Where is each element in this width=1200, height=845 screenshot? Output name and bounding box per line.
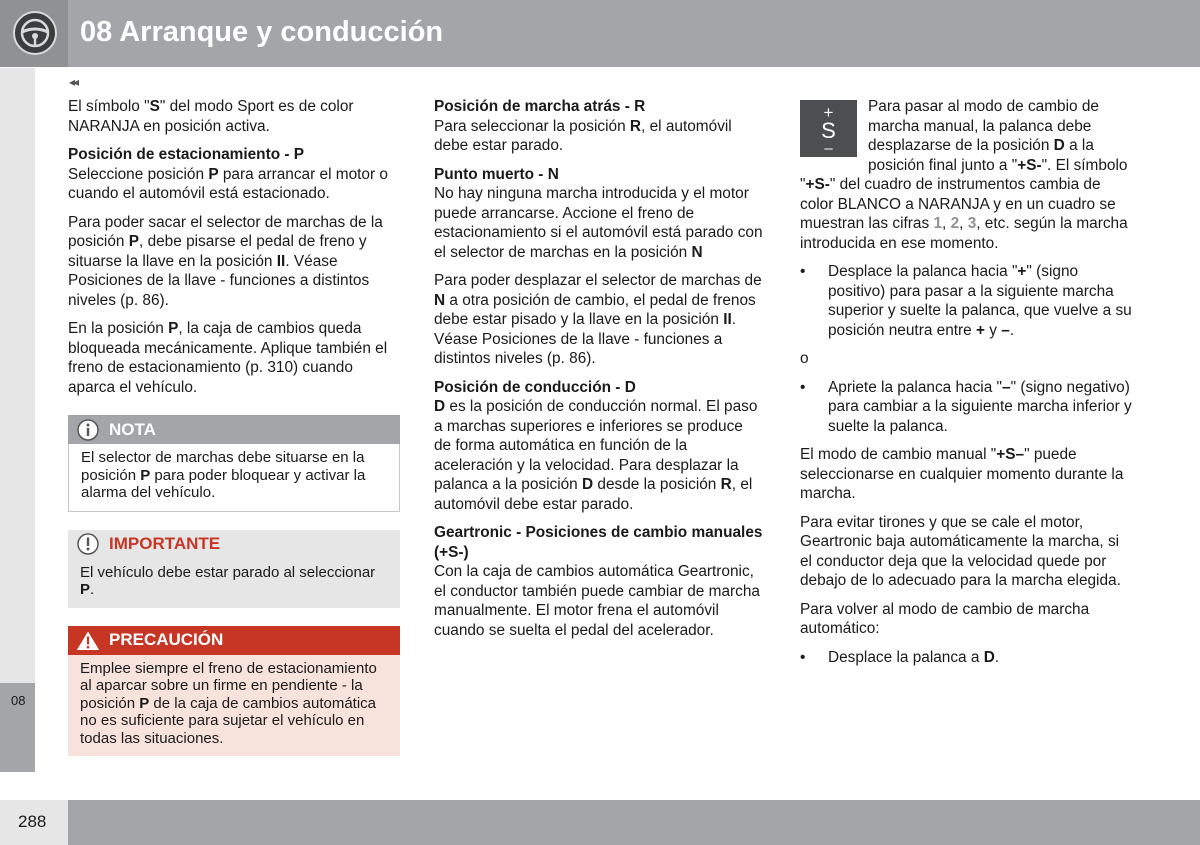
warning-triangle-icon bbox=[68, 626, 108, 655]
manual-mode-p3: Para evitar tirones y que se cale el motor, Geartronic baja automáticamente la marcha, si el conductor deja que la velocidad quede por debajo de lo adecuado para la marcha elegida. bbox=[800, 513, 1121, 589]
note-text: El selector de marchas debe situarse en la posición P para poder bloquear y activar la alarma del vehículo. bbox=[68, 444, 400, 512]
park-title: Posición de estacionamiento - P bbox=[68, 146, 305, 163]
geartronic-text: Con la caja de cambios automática Geartronic, el conductor también puede cambiar de marcha manualmente. El motor frena el automóvil cuando se suelta el pedal del acelerador. bbox=[434, 563, 760, 639]
neutral-p1: No hay ninguna marcha introducida y el motor puede arrancarse. Accione el freno de estacionamiento si el automóvil está parado con el selector de marchas en la posición N bbox=[434, 185, 763, 261]
side-tab-label: 08 bbox=[11, 693, 26, 708]
neutral-title: Punto muerto - N bbox=[434, 165, 559, 183]
note-box bbox=[68, 415, 400, 512]
warning-label: PRECAUCIÓN bbox=[109, 630, 224, 650]
geartronic-title: Geartronic - Posiciones de cambio manuales (+S-) bbox=[434, 524, 763, 561]
bullet-shift-up: • Desplace la palanca hacia "+" (signo positivo) para pasar a la siguiente marcha superior y suelte la palanca, que vuelve a su posición neutra entre + y –. bbox=[800, 263, 1132, 339]
bullet-return-d: • Desplace la palanca a D. bbox=[800, 648, 1000, 666]
reverse-text: Para seleccionar la posición R, el automóvil debe estar parado. bbox=[434, 117, 732, 154]
bullet-shift-down: • Apriete la palanca hacia "–" (signo negativo) para cambiar a la siguiente marcha inferior y suelte la palanca. bbox=[800, 378, 1132, 435]
sport-intro: El símbolo "S" del modo Sport es de color NARANJA en posición activa. bbox=[68, 98, 354, 135]
important-box bbox=[68, 530, 400, 608]
park-p3: En la posición P, la caja de cambios queda bloqueada mecánicamente. Aplique también el freno de estacionamiento (p. 310) cuando aparca el vehículo. bbox=[68, 320, 388, 396]
steering-wheel-icon bbox=[13, 11, 57, 55]
column-right bbox=[800, 97, 1132, 676]
important-text: El vehículo debe estar parado al seleccionar P. bbox=[68, 559, 400, 608]
warning-text: Emplee siempre el freno de estacionamiento al aparcar sobre un firme en pendiente - la posición P de la caja de cambios automática no es suficiente para sujetar el vehículo en todas las situaciones. bbox=[68, 655, 400, 757]
icon-minus: – bbox=[824, 140, 833, 157]
drive-text: D es la posición de conducción normal. El paso a marchas superiores e inferiores se produce de forma automática en función de la aceleración y la velocidad. Para desplazar la palanca a la posición D desde la posición R, el automóvil debe estar parado. bbox=[434, 398, 758, 513]
manual-mode-p4: Para volver al modo de cambio de marcha automático: bbox=[800, 600, 1090, 637]
column-left bbox=[68, 97, 400, 774]
park-p1: Seleccione posición P para arrancar el motor o cuando el automóvil está estacionado. bbox=[68, 165, 388, 202]
plus-s-minus-icon bbox=[800, 100, 857, 157]
header-icon-box bbox=[0, 0, 68, 67]
exclamation-icon bbox=[68, 530, 108, 559]
neutral-p2: Para poder desplazar el selector de marchas de N a otra posición de cambio, el pedal de frenos debe estar pisado y la llave en la posición II. Véase Posiciones de la llave - funciones a distintos niveles (p. 86). bbox=[434, 272, 762, 367]
note-label: NOTA bbox=[109, 419, 156, 439]
icon-s: S bbox=[821, 118, 836, 143]
manual-mode-p1: + S – Para pasar al modo de cambio de marcha manual, la palanca debe desplazarse de la posición D a la posición final junto a "+S-". El símbolo "+S-" del cuadro de instrumentos cambia de color BLANCO a NARANJA y en un cuadro se muestran las cifras 1, 2, 3, etc. según la marcha introducida en ese momento. bbox=[800, 98, 1128, 252]
drive-title: Posición de conducción - D bbox=[434, 378, 636, 396]
column-middle bbox=[434, 97, 764, 649]
page-footer bbox=[0, 800, 1200, 845]
manual-mode-p2: El modo de cambio manual "+S–" puede seleccionarse en cualquier momento durante la marcha. bbox=[800, 446, 1124, 502]
park-p2: Para poder sacar el selector de marchas de la posición P, debe pisarse el pedal de freno y situarse la llave en la posición II. Véase Posiciones de la llave - funciones a distintos niveles (p. 86). bbox=[68, 213, 383, 309]
side-tab bbox=[0, 68, 35, 772]
chapter-title: 08 Arranque y conducción bbox=[80, 16, 444, 48]
or-text: o bbox=[800, 350, 809, 367]
info-icon bbox=[68, 415, 108, 444]
warning-box bbox=[68, 626, 400, 757]
important-label: IMPORTANTE bbox=[109, 534, 221, 554]
icon-plus: + bbox=[823, 103, 834, 122]
page-number: 288 bbox=[18, 812, 47, 831]
reverse-title: Posición de marcha atrás - R bbox=[434, 98, 646, 115]
back-arrows-icon[interactable]: ◂◂ bbox=[69, 75, 78, 89]
